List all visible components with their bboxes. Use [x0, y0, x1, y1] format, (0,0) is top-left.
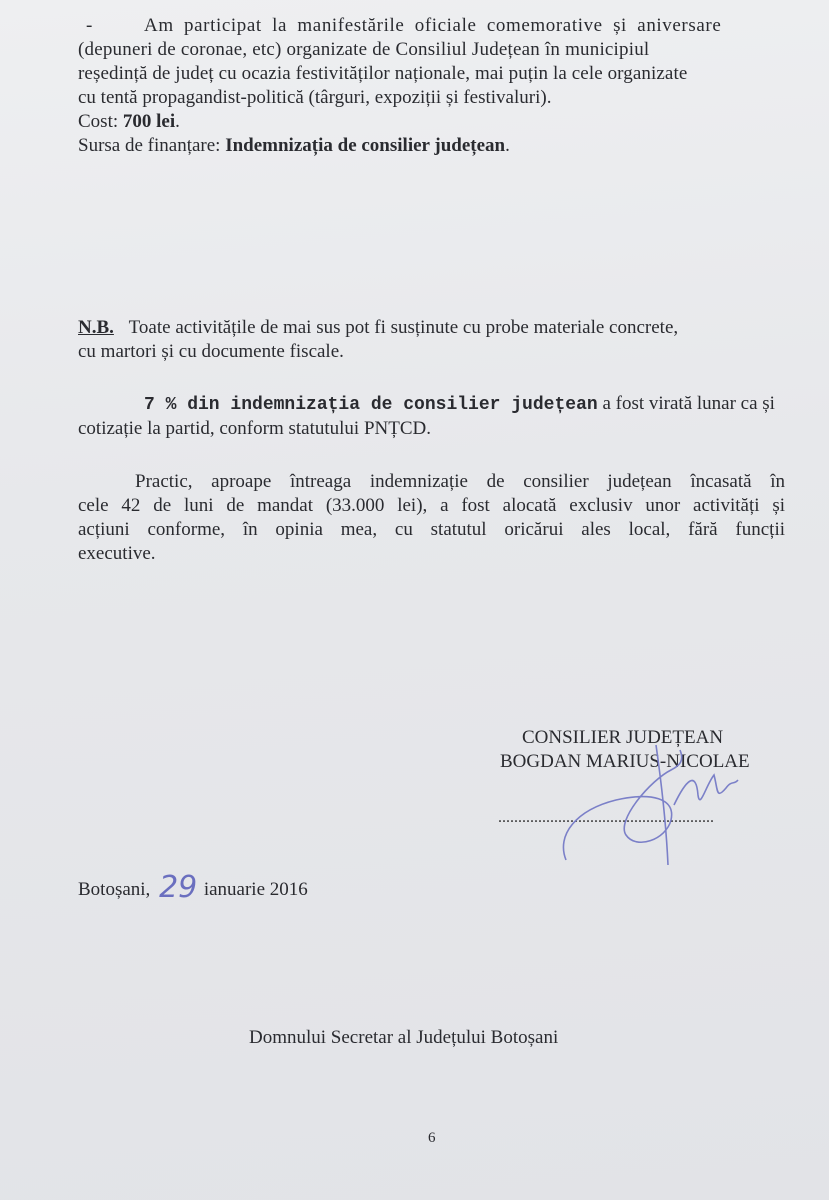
date-city: Botoșani, — [78, 879, 151, 900]
contribution-rest: a fost virată lunar ca și — [602, 393, 775, 414]
source-label: Sursa de finanțare: — [78, 135, 221, 156]
signature-title: CONSILIER JUDEȚEAN — [522, 727, 724, 748]
practic-paragraph — [78, 470, 785, 566]
practic-line-1: Practic, aproape întreaga indemnizație de consilier județean încasată în — [135, 471, 785, 492]
nb-paragraph — [78, 316, 790, 364]
paragraph-line: (depuneri de coronae, etc) organizate de Consiliul Județean în municipiul — [78, 39, 650, 60]
source-line — [78, 134, 793, 158]
paragraph-line: cu tentă propagandist-politică (târguri, expoziții și festivaluri). — [78, 87, 552, 108]
contribution-line-1 — [78, 392, 790, 417]
page-number: 6 — [428, 1130, 436, 1146]
paragraph-line: Am participat la manifestările oficiale comemorative și aniversare — [144, 15, 722, 36]
practic-line-4: executive. — [78, 543, 156, 564]
practic-line-3: acțiuni conforme, în opinia mea, cu statutul oricărui ales local, fără funcții — [78, 519, 785, 540]
nb-label: N.B. — [78, 317, 114, 338]
contribution-line-2: cotizație la partid, conform statutului PNȚCD. — [78, 418, 432, 439]
date-line — [78, 870, 308, 905]
signature-name: BOGDAN MARIUS-NICOLAE — [500, 751, 750, 772]
paragraph-line: reședință de județ cu ocazia festivităților naționale, mai puțin la cele organizate — [78, 63, 688, 84]
cost-value: 700 lei — [122, 111, 176, 132]
nb-text-1: Toate activitățile de mai sus pot fi susținute cu probe materiale concrete, — [128, 317, 679, 338]
handwritten-signature — [556, 740, 776, 870]
cost-line — [78, 110, 793, 134]
cost-label: Cost: — [78, 111, 119, 132]
signature-stroke — [656, 745, 668, 865]
bullet-dash: - — [86, 15, 93, 36]
source-value: Indemnizația de consilier județean — [225, 135, 506, 156]
signature-dots: ...................................................... — [498, 809, 714, 826]
nb-line-2: cu martori și cu documente fiscale. — [78, 341, 344, 362]
signature-tail — [674, 775, 738, 805]
contribution-paragraph — [78, 392, 790, 441]
paragraph-ceremonies — [78, 14, 793, 158]
date-rest: ianuarie 2016 — [203, 879, 308, 900]
date-day-handwritten: 29 — [159, 870, 198, 905]
practic-line-2: cele 42 de luni de mandat (33.000 lei), a fost alocată exclusiv unor activități și — [78, 495, 785, 516]
cost-end: . — [175, 111, 180, 132]
contribution-bold: 7 % din indemnizația de consilier județean — [144, 395, 598, 415]
source-end: . — [505, 135, 510, 156]
addressee: Domnului Secretar al Județului Botoșani — [249, 1027, 559, 1048]
nb-line-1 — [78, 316, 790, 340]
